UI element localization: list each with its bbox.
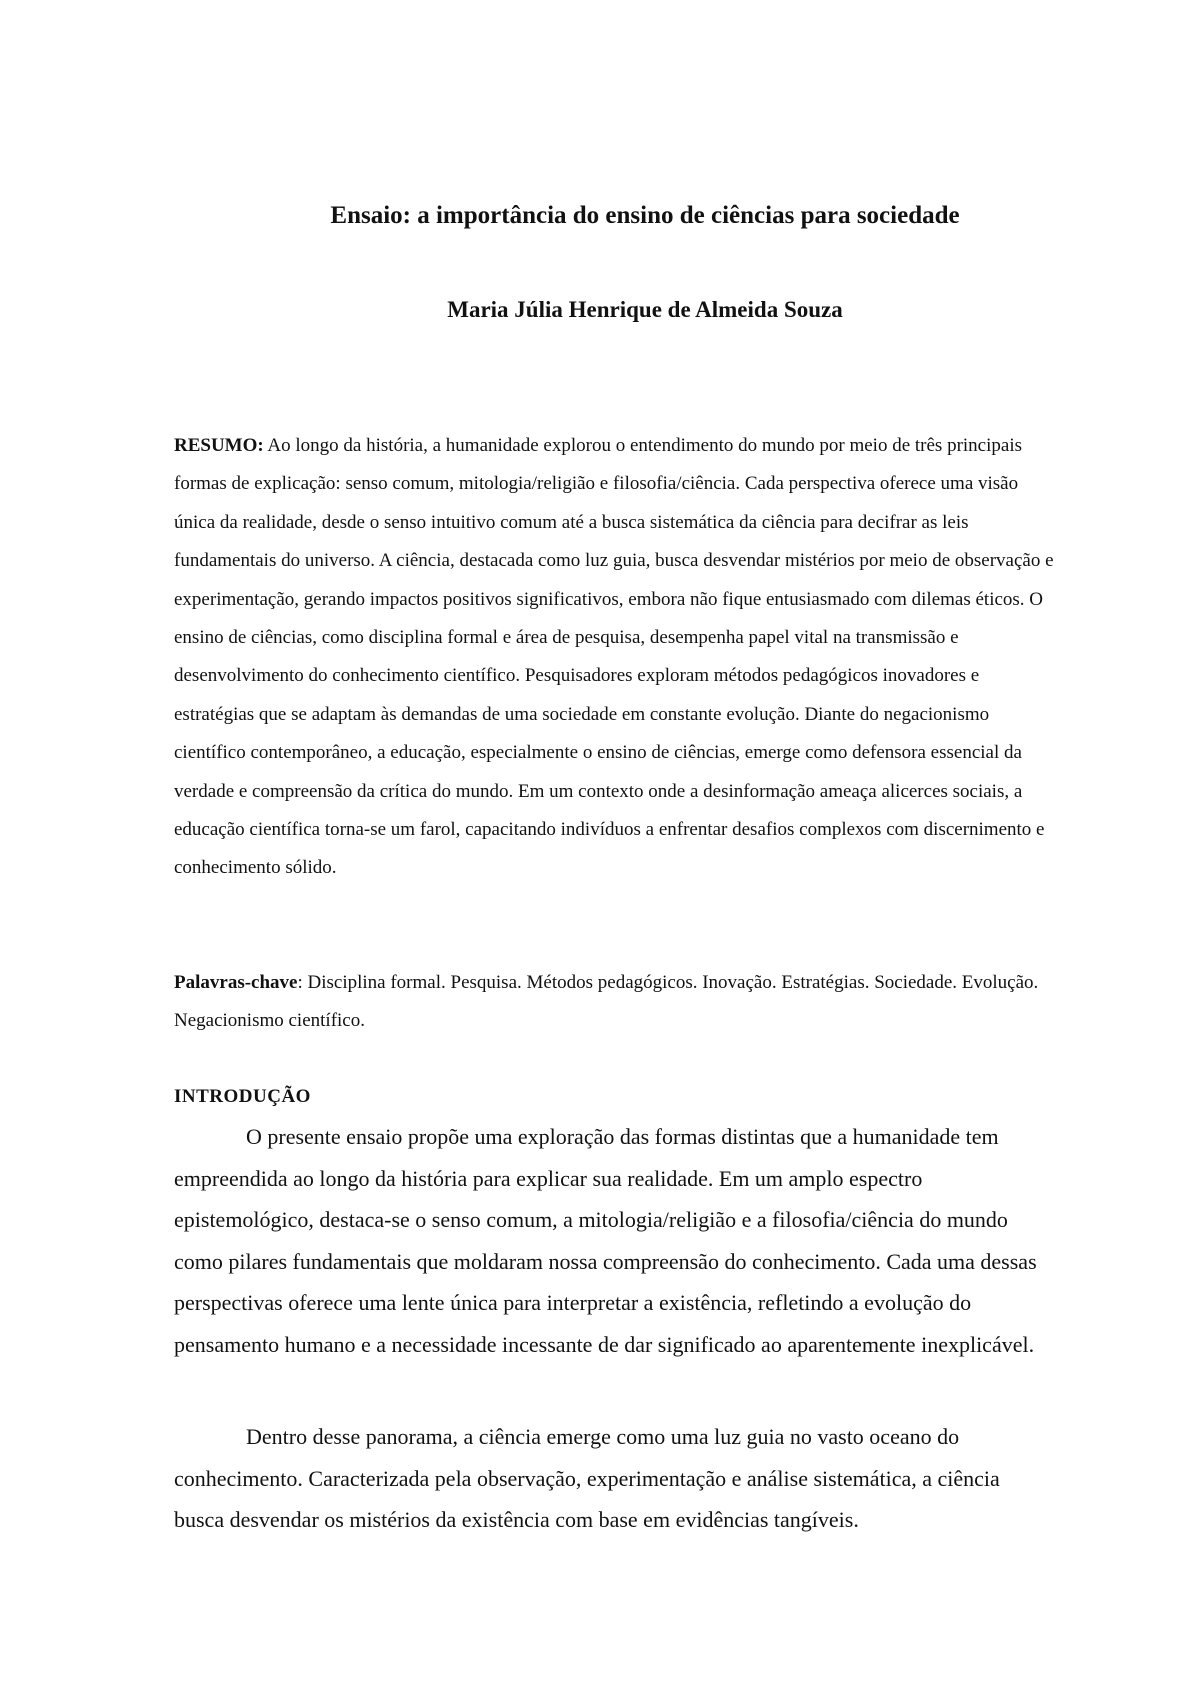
keywords-label: Palavras-chave [174,972,298,993]
keywords [174,964,1054,1041]
abstract-label: RESUMO: [174,435,264,456]
abstract [174,427,1054,888]
keywords-text: : Disciplina formal. Pesquisa. Métodos pedagógicos. Inovação. Estratégias. Sociedade. Evolução. Negacionismo científico. [174,972,1039,1032]
body-paragraph: Dentro desse panorama, a ciência emerge como uma luz guia no vasto oceano do conhecimento. Caracterizada pela observação, experimentação e análise sistemática, a ciência busca desvendar os mistérios da existência com base em evidências tangíveis. [174,1424,1000,1533]
document-title: Ensaio: a importância do ensino de ciências para sociedade [330,202,960,229]
body-paragraph: O presente ensaio propõe uma exploração das formas distintas que a humanidade tem empreendida ao longo da história para explicar sua realidade. Em um amplo espectro epistemológico, destaca-se o senso comum, a mitologia/religião e a filosofia/ciência do mundo como pilares fundamentais que moldaram nossa compreensão do conhecimento. Cada uma dessas perspectivas oferece uma lente única para interpretar a existência, refletindo a evolução do pensamento humano e a necessidade incessante de dar significado ao aparentemente inexplicável. [174,1124,1037,1357]
section-heading-introduction: INTRODUÇÃO [174,1086,311,1107]
abstract-text: Ao longo da história, a humanidade explorou o entendimento do mundo por meio de três principais formas de explicação: senso comum, mitologia/religião e filosofia/ciência. Cada perspectiva oferece uma visão única da realidade, desde o senso intuitivo comum até a busca sistemática da ciência para decifrar as leis fundamentais do universo. A ciência, destacada como luz guia, busca desvendar mistérios por meio de observação e experimentação, gerando impactos positivos significativos, embora não fique entusiasmado com dilemas éticos. O ensino de ciências, como disciplina formal e área de pesquisa, desempenha papel vital na transmissão e desenvolvimento do conhecimento científico. Pesquisadores exploram métodos pedagógicos inovadores e estratégias que se adaptam às demandas de uma sociedade em constante evolução. Diante do negacionismo científico contemporâneo, a educação, especialmente o ensino de ciências, emerge como defensora essencial da verdade e compreensão da crítica do mundo. Em um contexto onde a desinformação ameaça alicerces sociais, a educação científica torna-se um farol, capacitando indivíduos a enfrentar desafios complexos com discernimento e conhecimento sólido. [174,435,1054,879]
author-name: Maria Júlia Henrique de Almeida Souza [447,297,843,322]
